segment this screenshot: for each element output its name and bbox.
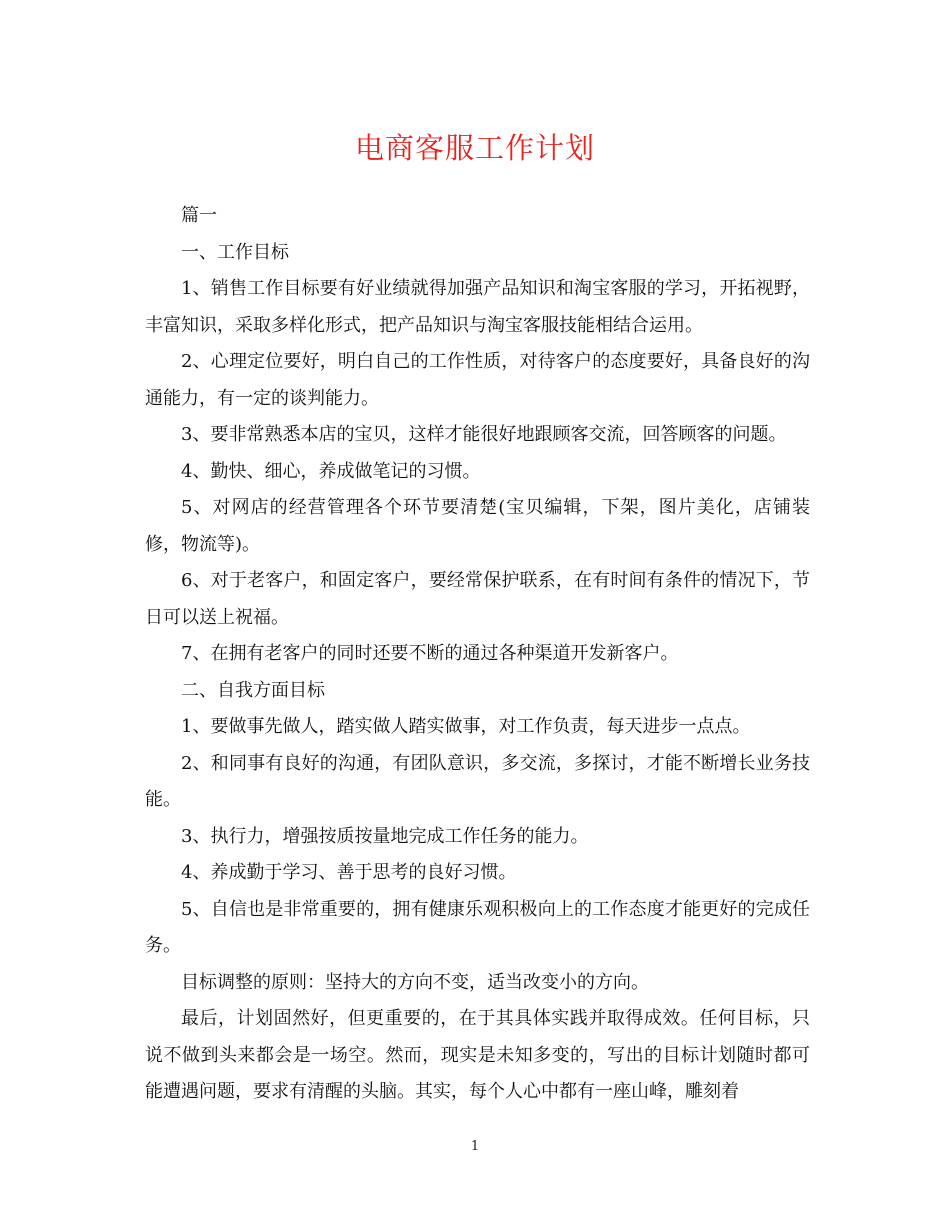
document-body bbox=[145, 198, 810, 1111]
paragraph: 最后，计划固然好，但更重要的，在于其具体实践并取得成效。任何目标，只说不做到头来都会是一场空。然而，现实是未知多变的，写出的目标计划随时都可能遭遇问题，要求有清醒的头脑。其实，每个人心中都有一座山峰，雕刻着 bbox=[145, 1008, 810, 1102]
paragraph-section-label: 篇一 bbox=[181, 205, 217, 226]
heading-work-goals: 一、工作目标 bbox=[181, 241, 289, 263]
paragraph: 目标调整的原则：坚持大的方向不变，适当改变小的方向。 bbox=[181, 971, 649, 993]
paragraph: 4、勤快、细心，养成做笔记的习惯。 bbox=[181, 460, 481, 482]
paragraph: 5、自信也是非常重要的，拥有健康乐观积极向上的工作态度才能更好的完成任务。 bbox=[145, 898, 810, 956]
paragraph: 7、在拥有老客户的同时还要不断的通过各种渠道开发新客户。 bbox=[181, 643, 679, 664]
paragraph: 3、要非常熟悉本店的宝贝，这样才能很好地跟顾客交流，回答顾客的问题。 bbox=[181, 424, 787, 445]
paragraph: 2、心理定位要好，明白自己的工作性质，对待客户的态度要好，具备良好的沟通能力，有一定的谈判能力。 bbox=[145, 351, 810, 409]
paragraph: 3、执行力，增强按质按量地完成工作任务的能力。 bbox=[181, 825, 589, 847]
paragraph: 5、对网店的经营管理各个环节要清楚(宝贝编辑，下架，图片美化，店铺装修，物流等)。 bbox=[145, 497, 810, 555]
paragraph: 6、对于老客户，和固定客户，要经常保护联系，在有时间有条件的情况下，节日可以送上祝福。 bbox=[145, 570, 810, 628]
paragraph: 1、要做事先做人，踏实做人踏实做事，对工作负责，每天进步一点点。 bbox=[181, 716, 751, 737]
document-title: 电商客服工作计划 bbox=[354, 131, 595, 165]
paragraph: 1、销售工作目标要有好业绩就得加强产品知识和淘宝客服的学习，开拓视野，丰富知识，采取多样化形式，把产品知识与淘宝客服技能相结合运用。 bbox=[145, 278, 810, 336]
paragraph: 4、养成勤于学习、善于思考的良好习惯。 bbox=[181, 862, 517, 883]
page-number: 1 bbox=[470, 1139, 480, 1154]
paragraph: 2、和同事有良好的沟通，有团队意识，多交流，多探讨，才能不断增长业务技能。 bbox=[145, 752, 810, 810]
heading-self-goals: 二、自我方面目标 bbox=[181, 679, 325, 701]
